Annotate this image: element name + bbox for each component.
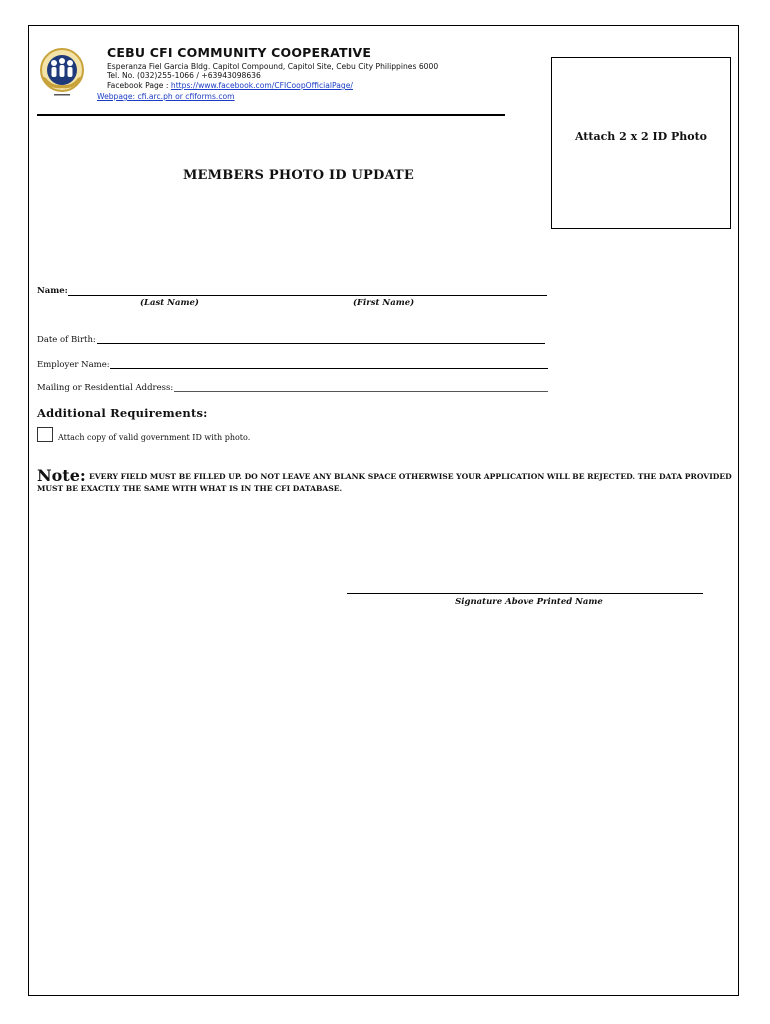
org-webpage — [97, 92, 235, 101]
first-name-caption: (First Name) — [353, 298, 415, 308]
requirements-heading: Additional Requirements: — [37, 406, 208, 420]
signature-label: Signature Above Printed Name — [455, 597, 603, 607]
facebook-link[interactable]: https://www.facebook.com/CFICoopOfficialPage/ — [170, 81, 353, 90]
note-label: Note: — [37, 466, 86, 485]
employer-label: Employer Name: — [37, 360, 110, 370]
note-text: EVERY FIELD MUST BE FILLED UP. DO NOT LEAVE ANY BLANK SPACE OTHERWISE YOUR APPLICATION WILL BE REJECTED. THE DATA PROVIDED MUST BE EXACTLY THE SAME WITH WHAT IS IN THE CFI DATABASE. — [37, 472, 732, 493]
header-divider — [37, 114, 505, 116]
cooperative-logo-icon — [34, 46, 90, 98]
photo-box — [551, 57, 731, 229]
address-label: Mailing or Residential Address: — [37, 383, 174, 393]
gov-id-checkbox-label: Attach copy of valid government ID with photo. — [58, 433, 251, 442]
org-facebook — [107, 81, 353, 90]
org-address: Esperanza Fiel Garcia Bldg. Capitol Compound, Capitol Site, Cebu City Philippines 6000 — [107, 62, 439, 71]
address-field[interactable] — [174, 391, 548, 392]
facebook-label: Facebook Page : — [107, 81, 169, 90]
org-name: CEBU CFI COMMUNITY COOPERATIVE — [107, 45, 372, 60]
last-name-caption: (Last Name) — [140, 298, 199, 308]
gov-id-checkbox[interactable] — [37, 427, 53, 442]
form-title: MEMBERS PHOTO ID UPDATE — [182, 168, 415, 183]
photo-box-label: Attach 2 x 2 ID Photo — [574, 130, 708, 143]
employer-field[interactable] — [110, 368, 548, 369]
webpage-link[interactable]: Webpage: cfi.arc.ph or cfiforms.com — [97, 92, 235, 101]
org-telephone: Tel. No. (032)255-1066 / +63943098636 — [107, 71, 261, 80]
signature-line[interactable] — [347, 593, 703, 594]
dob-label: Date of Birth: — [37, 335, 96, 345]
dob-field[interactable] — [97, 343, 545, 344]
name-field[interactable] — [68, 295, 547, 296]
name-label: Name: — [37, 286, 68, 296]
